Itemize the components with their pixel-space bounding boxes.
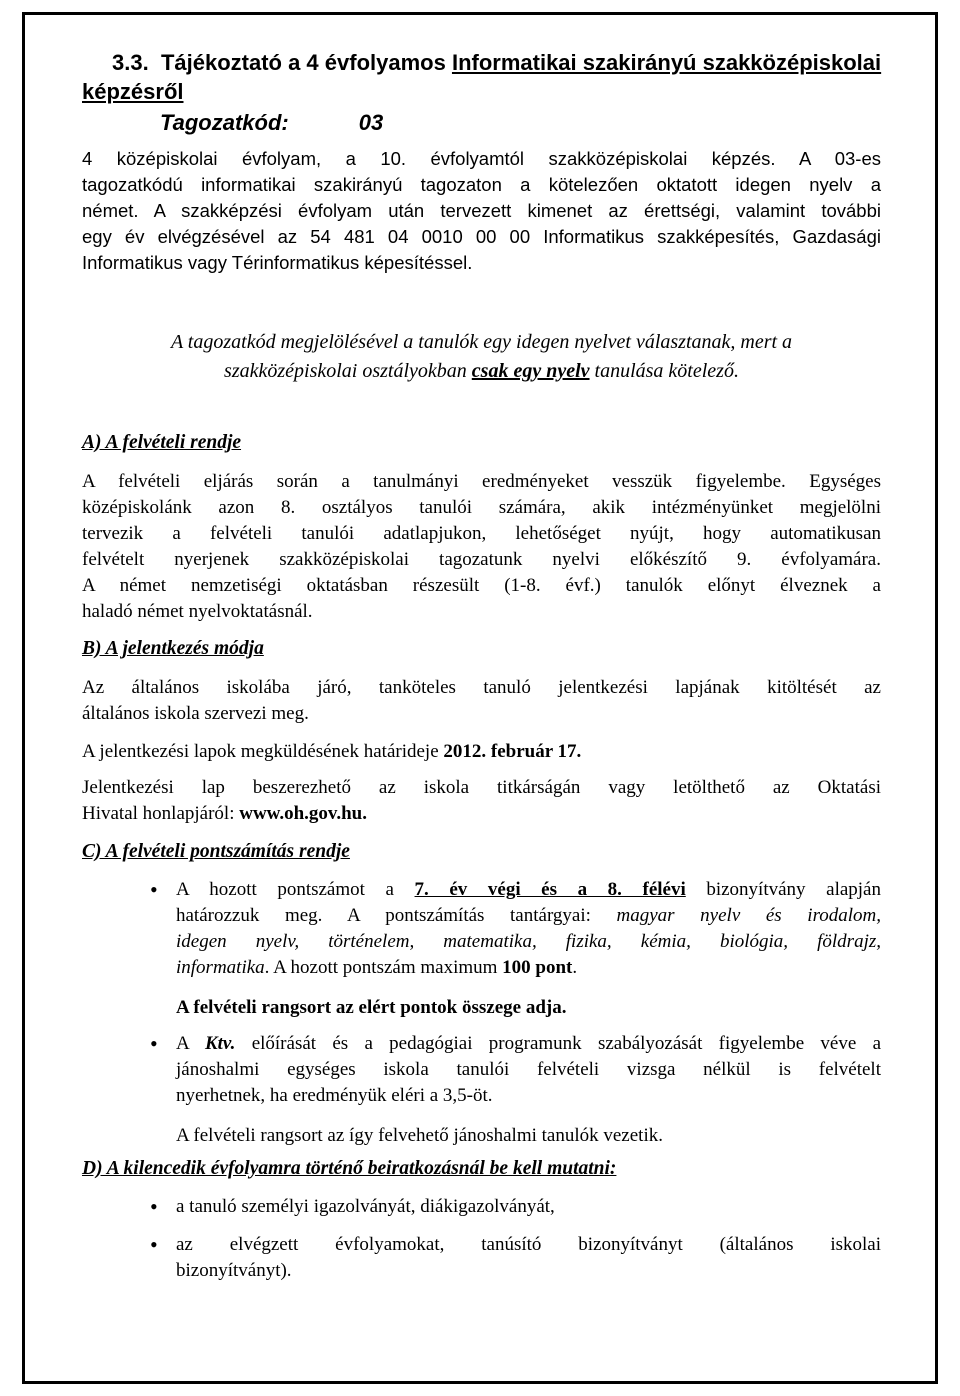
bullet-line <box>176 955 881 981</box>
section-a-line: felvételt nyerjenek szakközépiskolai tagozatunk nyelvi előkészítő 9. évfolyamára. <box>82 549 881 570</box>
bullet-line: jánoshalmi egységes iskola tanulói felvételi vizsga nélkül is felvételt <box>176 1059 881 1080</box>
section-b-paragraph-3 <box>82 775 881 827</box>
section-a-line: A német nemzetiségi oktatásban részesült (1-8. évf.) tanulók előnyt élveznek a <box>82 575 881 596</box>
section-c-bullet-2 <box>176 1031 881 1109</box>
deadline-date: 2012. február 17. <box>443 741 582 762</box>
bullet-text-end: előírását és a pedagógiai programunk szabályozását figyelembe véve a <box>235 1033 881 1054</box>
section-b-text: Hivatal honlapjáról: <box>82 803 240 824</box>
bullet-emphasis: 7. év végi és a 8. félévi <box>414 879 686 900</box>
section-b-line: Az általános iskolába járó, tanköteles tanuló jelentkezési lapjának kitöltését az <box>82 677 881 698</box>
section-d-item-2 <box>176 1232 881 1284</box>
ktv-abbrev: Ktv. <box>204 1033 236 1054</box>
section-d-item-1: a tanuló személyi igazolványát, diákigazolványát, <box>176 1196 555 1217</box>
heading-number: 3.3. <box>112 50 149 75</box>
section-a-title <box>82 432 241 454</box>
bullet-line <box>176 903 881 929</box>
section-b-line: Jelentkezési lap beszerezhető az iskola titkárságán vagy letölthető az Oktatási <box>82 777 881 798</box>
bullet-icon: • <box>150 1232 158 1257</box>
rank-note: A felvételi rangsort az elért pontok összege adja. <box>176 997 567 1018</box>
bullet-text: határozzuk meg. A pontszámítás tantárgyai: <box>176 905 617 926</box>
language-notice <box>82 328 881 386</box>
intro-line: tagozatkódú informatikai szakirányú tagozaton a kötelezően oktatott idegen nyelv a <box>82 174 881 195</box>
notice-line-1: A tagozatkód megjelölésével a tanulók egy idegen nyelvet választanak, mert a <box>170 331 793 353</box>
tagozat-code-line <box>160 110 383 136</box>
heading-underlined-1: Informatikai szakirányú szakközépiskolai <box>451 50 882 75</box>
intro-line: 4 középiskolai évfolyam, a 10. évfolyamtól szakközépiskolai képzés. A 03-es <box>82 148 881 169</box>
intro-line: egy év elvégzésével az 54 481 04 0010 00 00 Informatikus szakképesítés, Gazdasági <box>82 226 881 247</box>
bullet-text-end: . <box>572 957 578 978</box>
intro-line: német. A szakképzési évfolyam után tervezett kimenet az érettségi, valamint további <box>82 200 881 221</box>
section-d-title <box>82 1158 616 1180</box>
bullet-line: az elvégzett évfolyamokat, tanúsító bizonyítványt (általános iskolai <box>176 1234 881 1255</box>
bullet-line: bizonyítványt). <box>176 1260 292 1281</box>
bullet-line <box>176 877 881 903</box>
notice-emphasis: csak egy nyelv <box>471 360 590 382</box>
intro-line: Informatikus vagy Térinformatikus képesítéssel. <box>82 252 473 273</box>
oh-url: www.oh.gov.hu. <box>239 803 368 824</box>
tagozat-label: Tagozatkód: <box>160 110 289 135</box>
heading-line-1 <box>112 48 881 77</box>
section-a-line: tervezik a felvételi tanulói adatlapjukon, lehetőséget nyújt, hogy automatikusan <box>82 523 881 544</box>
section-b-line <box>82 801 881 827</box>
bullet-text: A <box>176 1033 205 1054</box>
deadline-line <box>82 739 881 765</box>
section-b-title-text: B) A jelentkezés módja <box>82 638 264 659</box>
section-c-bullet-1 <box>176 877 881 981</box>
notice-line-2 <box>82 357 881 386</box>
heading-underlined-2: képzésről <box>82 79 184 104</box>
subjects-line: idegen nyelv, történelem, matematika, fizika, kémia, biológia, földrajz, <box>176 931 881 952</box>
bullet-line: nyerhetnek, ha eredményük eléri a 3,5-öt. <box>176 1085 493 1106</box>
notice-text-end: tanulása kötelező. <box>589 360 739 382</box>
subjects-italic: informatika <box>176 957 265 978</box>
bullet-icon: • <box>150 1194 158 1219</box>
section-a-line: A felvételi eljárás során a tanulmányi eredményeket vesszük figyelembe. Egységes <box>82 471 881 492</box>
intro-paragraph <box>82 146 881 276</box>
subjects-italic: magyar nyelv és irodalom, <box>616 905 882 926</box>
section-c-title <box>82 841 350 863</box>
section-c-title-text: C) A felvételi pontszámítás rendje <box>82 841 350 862</box>
section-b-line: általános iskola szervezi meg. <box>82 703 309 724</box>
bullet-text: . A hozott pontszám maximum <box>264 957 503 978</box>
heading-title: Tájékoztató a 4 évfolyamos <box>160 50 446 75</box>
section-d-title-text: D) A kilencedik évfolyamra történő beiratkozásnál be kell mutatni: <box>82 1158 617 1179</box>
bullet-text-end: bizonyítvány alapján <box>685 879 881 900</box>
bullet-icon: • <box>150 1031 158 1056</box>
bullet-icon: • <box>150 877 158 902</box>
max-points: 100 pont <box>502 957 573 978</box>
bullet-text: A hozott pontszámot a <box>176 879 415 900</box>
bullet-line <box>176 1031 881 1057</box>
section-b-title <box>82 638 264 660</box>
notice-text: szakközépiskolai osztályokban <box>224 360 472 382</box>
section-a-title-text: A) A felvételi rendje <box>82 432 242 453</box>
section-a-line: középiskolánk azon 8. osztályos tanulói számára, akik intézményünket megjelölni <box>82 497 881 518</box>
heading-line-2 <box>82 77 184 106</box>
deadline-text: A jelentkezési lapok megküldésének határideje <box>82 741 444 762</box>
section-b-deadline <box>82 739 881 765</box>
section-a-line: haladó német nyelvoktatásnál. <box>82 601 313 622</box>
section-b-paragraph-1 <box>82 675 881 727</box>
rank-note-2: A felvételi rangsort az így felvehető jánoshalmi tanulók vezetik. <box>176 1125 663 1146</box>
section-a-paragraph <box>82 469 881 625</box>
tagozat-code: 03 <box>358 110 384 135</box>
